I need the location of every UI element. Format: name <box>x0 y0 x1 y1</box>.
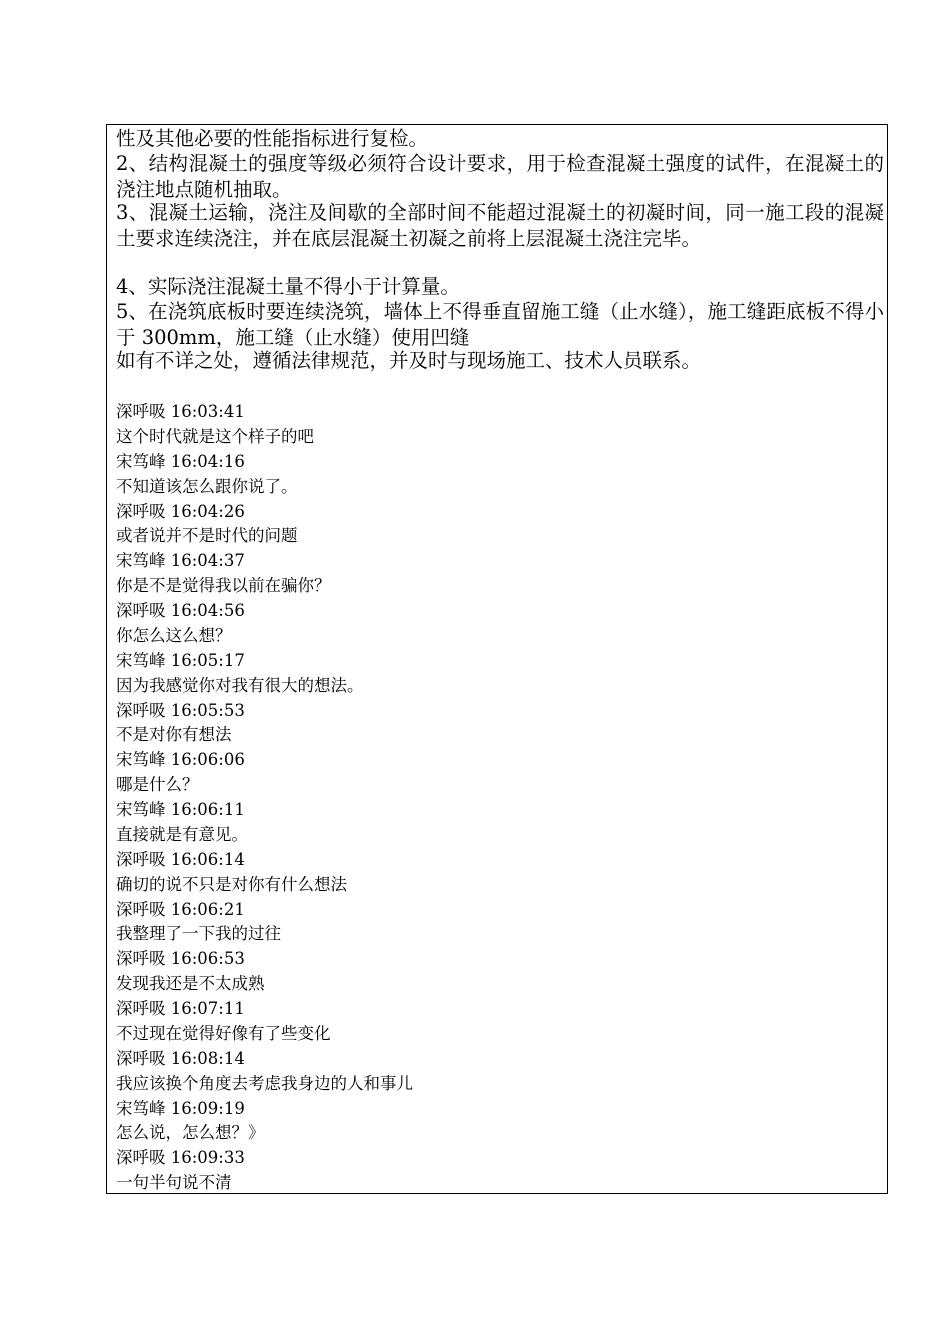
chat-header: 深呼吸 16:03:41 <box>116 402 245 421</box>
chat-header: 宋笃峰 16:06:06 <box>116 750 245 770</box>
chat-header: 深呼吸 16:06:14 <box>116 849 245 869</box>
chat-message: 你怎么这么想？ <box>116 625 232 645</box>
chat-header: 深呼吸 16:04:26 <box>116 501 245 521</box>
chat-header: 宋笃峰 16:09:19 <box>116 1098 245 1118</box>
paragraph-retest: 性及其他必要的性能指标进行复检。 <box>116 127 429 150</box>
chat-message: 你是不是觉得我以前在骗你？ <box>116 576 331 596</box>
paragraph-contact-note: 如有不详之处，遵循法律规范，并及时与现场施工、技术人员联系。 <box>116 349 702 372</box>
chat-message: 一句半句说不清 <box>116 1173 232 1193</box>
chat-header: 宋笃峰 16:06:11 <box>116 800 245 819</box>
chat-message: 我整理了一下我的过往 <box>116 924 281 944</box>
chat-header: 深呼吸 16:06:21 <box>116 899 245 919</box>
chat-message: 因为我感觉你对我有很大的想法。 <box>116 675 364 695</box>
chat-message: 这个时代就是这个样子的吧 <box>116 426 314 446</box>
chat-message: 或者说并不是时代的问题 <box>116 526 298 546</box>
chat-header: 深呼吸 16:04:56 <box>116 601 245 620</box>
paragraph-item-4: 4、实际浇注混凝土量不得小于计算量。 <box>116 275 460 298</box>
chat-message: 我应该换个角度去考虑我身边的人和事儿 <box>116 1073 413 1093</box>
chat-message: 不过现在觉得好像有了些变化 <box>116 1023 331 1043</box>
paragraph-item-2: 2、结构混凝土的强度等级必须符合设计要求，用于检查混凝土强度的试件，在混凝土的浇注地点随机抽取。 <box>116 152 884 201</box>
chat-header: 深呼吸 16:07:11 <box>116 999 245 1018</box>
chat-header: 深呼吸 16:05:53 <box>116 700 245 720</box>
chat-message: 不是对你有想法 <box>116 725 232 745</box>
chat-header: 宋笃峰 16:05:17 <box>116 650 245 670</box>
paragraph-item-3: 3、混凝土运输，浇注及间歇的全部时间不能超过混凝土的初凝时间，同一施工段的混凝土要求连续浇注，并在底层混凝土初凝之前将上层混凝土浇注完毕。 <box>116 201 884 250</box>
chat-log <box>116 400 876 1196</box>
chat-header: 深呼吸 16:09:33 <box>116 1148 245 1168</box>
chat-message: 发现我还是不太成熟 <box>116 974 265 994</box>
chat-message: 哪是什么？ <box>116 775 199 795</box>
chat-message: 确切的说不只是对你有什么想法 <box>116 874 347 894</box>
chat-header: 深呼吸 16:08:14 <box>116 1048 245 1068</box>
chat-message: 不知道该怎么跟你说了。 <box>116 476 298 496</box>
chat-header: 宋笃峰 16:04:37 <box>116 551 245 571</box>
chat-message: 直接就是有意见。 <box>116 824 248 844</box>
paragraph-item-5: 5、在浇筑底板时要连续浇筑，墙体上不得垂直留施工缝（止水缝），施工缝距底板不得小于 300mm，施工缝（止水缝）使用凹缝 <box>116 300 884 349</box>
chat-message: 怎么说，怎么想？》 <box>116 1123 265 1143</box>
chat-header: 宋笃峰 16:04:16 <box>116 451 245 471</box>
chat-header: 深呼吸 16:06:53 <box>116 949 245 969</box>
